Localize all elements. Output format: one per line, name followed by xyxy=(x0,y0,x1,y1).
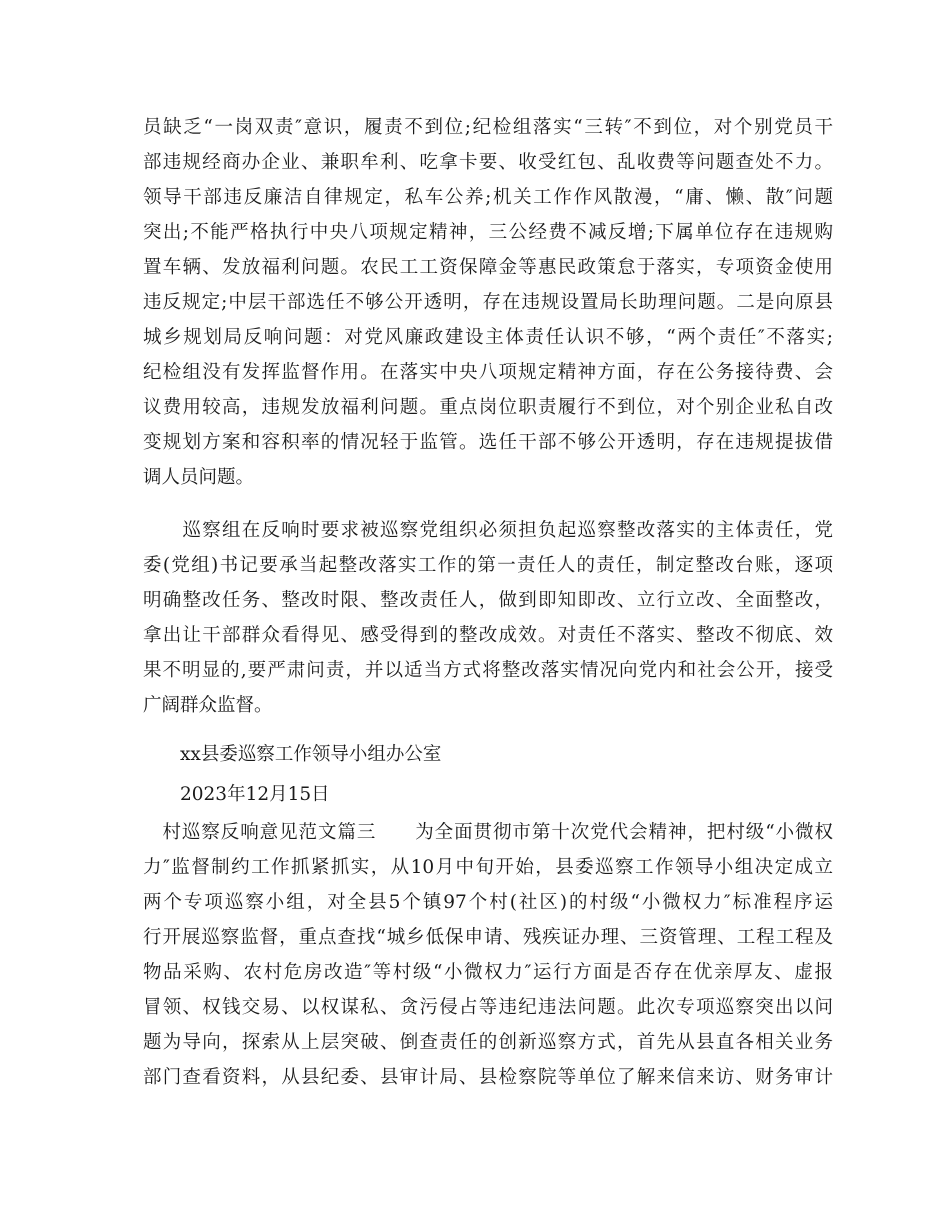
paragraph-2-line: 果不明显的,要严肃问责，并以适当方式将整改落实情况向党内和社会公开，接受 xyxy=(143,660,833,681)
paragraph-1 xyxy=(143,110,833,495)
paragraph-2-line: 拿出让干部群众看得见、感受得到的整改成效。对责任不落实、整改不彻底、效 xyxy=(143,625,833,646)
paragraph-1-line: 违反规定;中层干部选任不够公开透明，存在违规设置局长助理问题。二是向原县 xyxy=(143,292,833,313)
paragraph-3-line: 题为导向，探索从上层突破、倒查责任的创新巡察方式，首先从县直各相关业务 xyxy=(143,1032,833,1053)
signature-office: xx县委巡察工作领导小组办公室 xyxy=(143,744,442,765)
paragraph-3-line: 部门查看资料，从县纪委、县审计局、县检察院等单位了解来信来访、财务审计 xyxy=(143,1067,833,1088)
signature-block xyxy=(143,737,833,812)
paragraph-2-line: 巡察组在反响时要求被巡察党组织必须担负起巡察整改落实的主体责任，党 xyxy=(143,520,833,541)
paragraph-1-line: 员缺乏“一岗双责″意识，履责不到位;纪检组落实“三转″不到位，对个别党员干 xyxy=(143,117,833,138)
paragraph-3-line: 村巡察反响意见范文篇三 为全面贯彻市第十次党代会精神，把村级“小微权 xyxy=(143,822,833,843)
paragraph-1-line: 变规划方案和容积率的情况轻于监管。选任干部不够公开透明，存在违规提拔借 xyxy=(143,432,833,453)
paragraph-2-line: 委(党组)书记要承当起整改落实工作的第一责任人的责任，制定整改台账，逐项 xyxy=(143,555,833,576)
paragraph-1-line: 突出;不能严格执行中央八项规定精神，三公经费不减反增;下属单位存在违规购 xyxy=(143,222,833,243)
paragraph-3-line: 力″监督制约工作抓紧抓实，从10月中旬开始，县委巡察工作领导小组决定成立 xyxy=(143,857,833,878)
paragraph-3-line: 行开展巡察监督，重点查找“城乡低保申请、残疾证办理、三资管理、工程工程及 xyxy=(143,927,833,948)
paragraph-2-line: 明确整改任务、整改时限、整改责任人，做到即知即改、立行立改、全面整改， xyxy=(143,590,833,611)
signature-date: 2023年12月15日 xyxy=(143,784,330,805)
paragraph-3-line: 物品采购、农村危房改造″等村级“小微权力″运行方面是否存在优亲厚友、虚报 xyxy=(143,962,833,983)
paragraph-1-line: 置车辆、发放福利问题。农民工工资保障金等惠民政策怠于落实，专项资金使用 xyxy=(143,257,833,278)
paragraph-3-line: 冒领、权钱交易、以权谋私、贪污侵占等违纪违法问题。此次专项巡察突出以问 xyxy=(143,997,833,1018)
paragraph-2 xyxy=(143,513,833,723)
paragraph-1-line: 部违规经商办企业、兼职牟利、吃拿卡要、收受红包、乱收费等问题查处不力。 xyxy=(143,152,833,173)
paragraph-3 xyxy=(143,815,833,1095)
paragraph-3-line: 两个专项巡察小组，对全县5个镇97个村(社区)的村级“小微权力″标准程序运 xyxy=(143,892,833,913)
paragraph-1-line: 领导干部违反廉洁自律规定，私车公养;机关工作作风散漫，“庸、懒、散″问题 xyxy=(143,187,833,208)
paragraph-1-line: 城乡规划局反响问题：对党风廉政建设主体责任认识不够，“两个责任″不落实; xyxy=(143,327,833,348)
paragraph-1-line-last: 调人员问题。 xyxy=(143,467,255,488)
paragraph-2-line-last: 广阔群众监督。 xyxy=(143,695,273,716)
paragraph-1-line: 议费用较高，违规发放福利问题。重点岗位职责履行不到位，对个别企业私自改 xyxy=(143,397,833,418)
paragraph-1-line: 纪检组没有发挥监督作用。在落实中央八项规定精神方面，存在公务接待费、会 xyxy=(143,362,833,383)
